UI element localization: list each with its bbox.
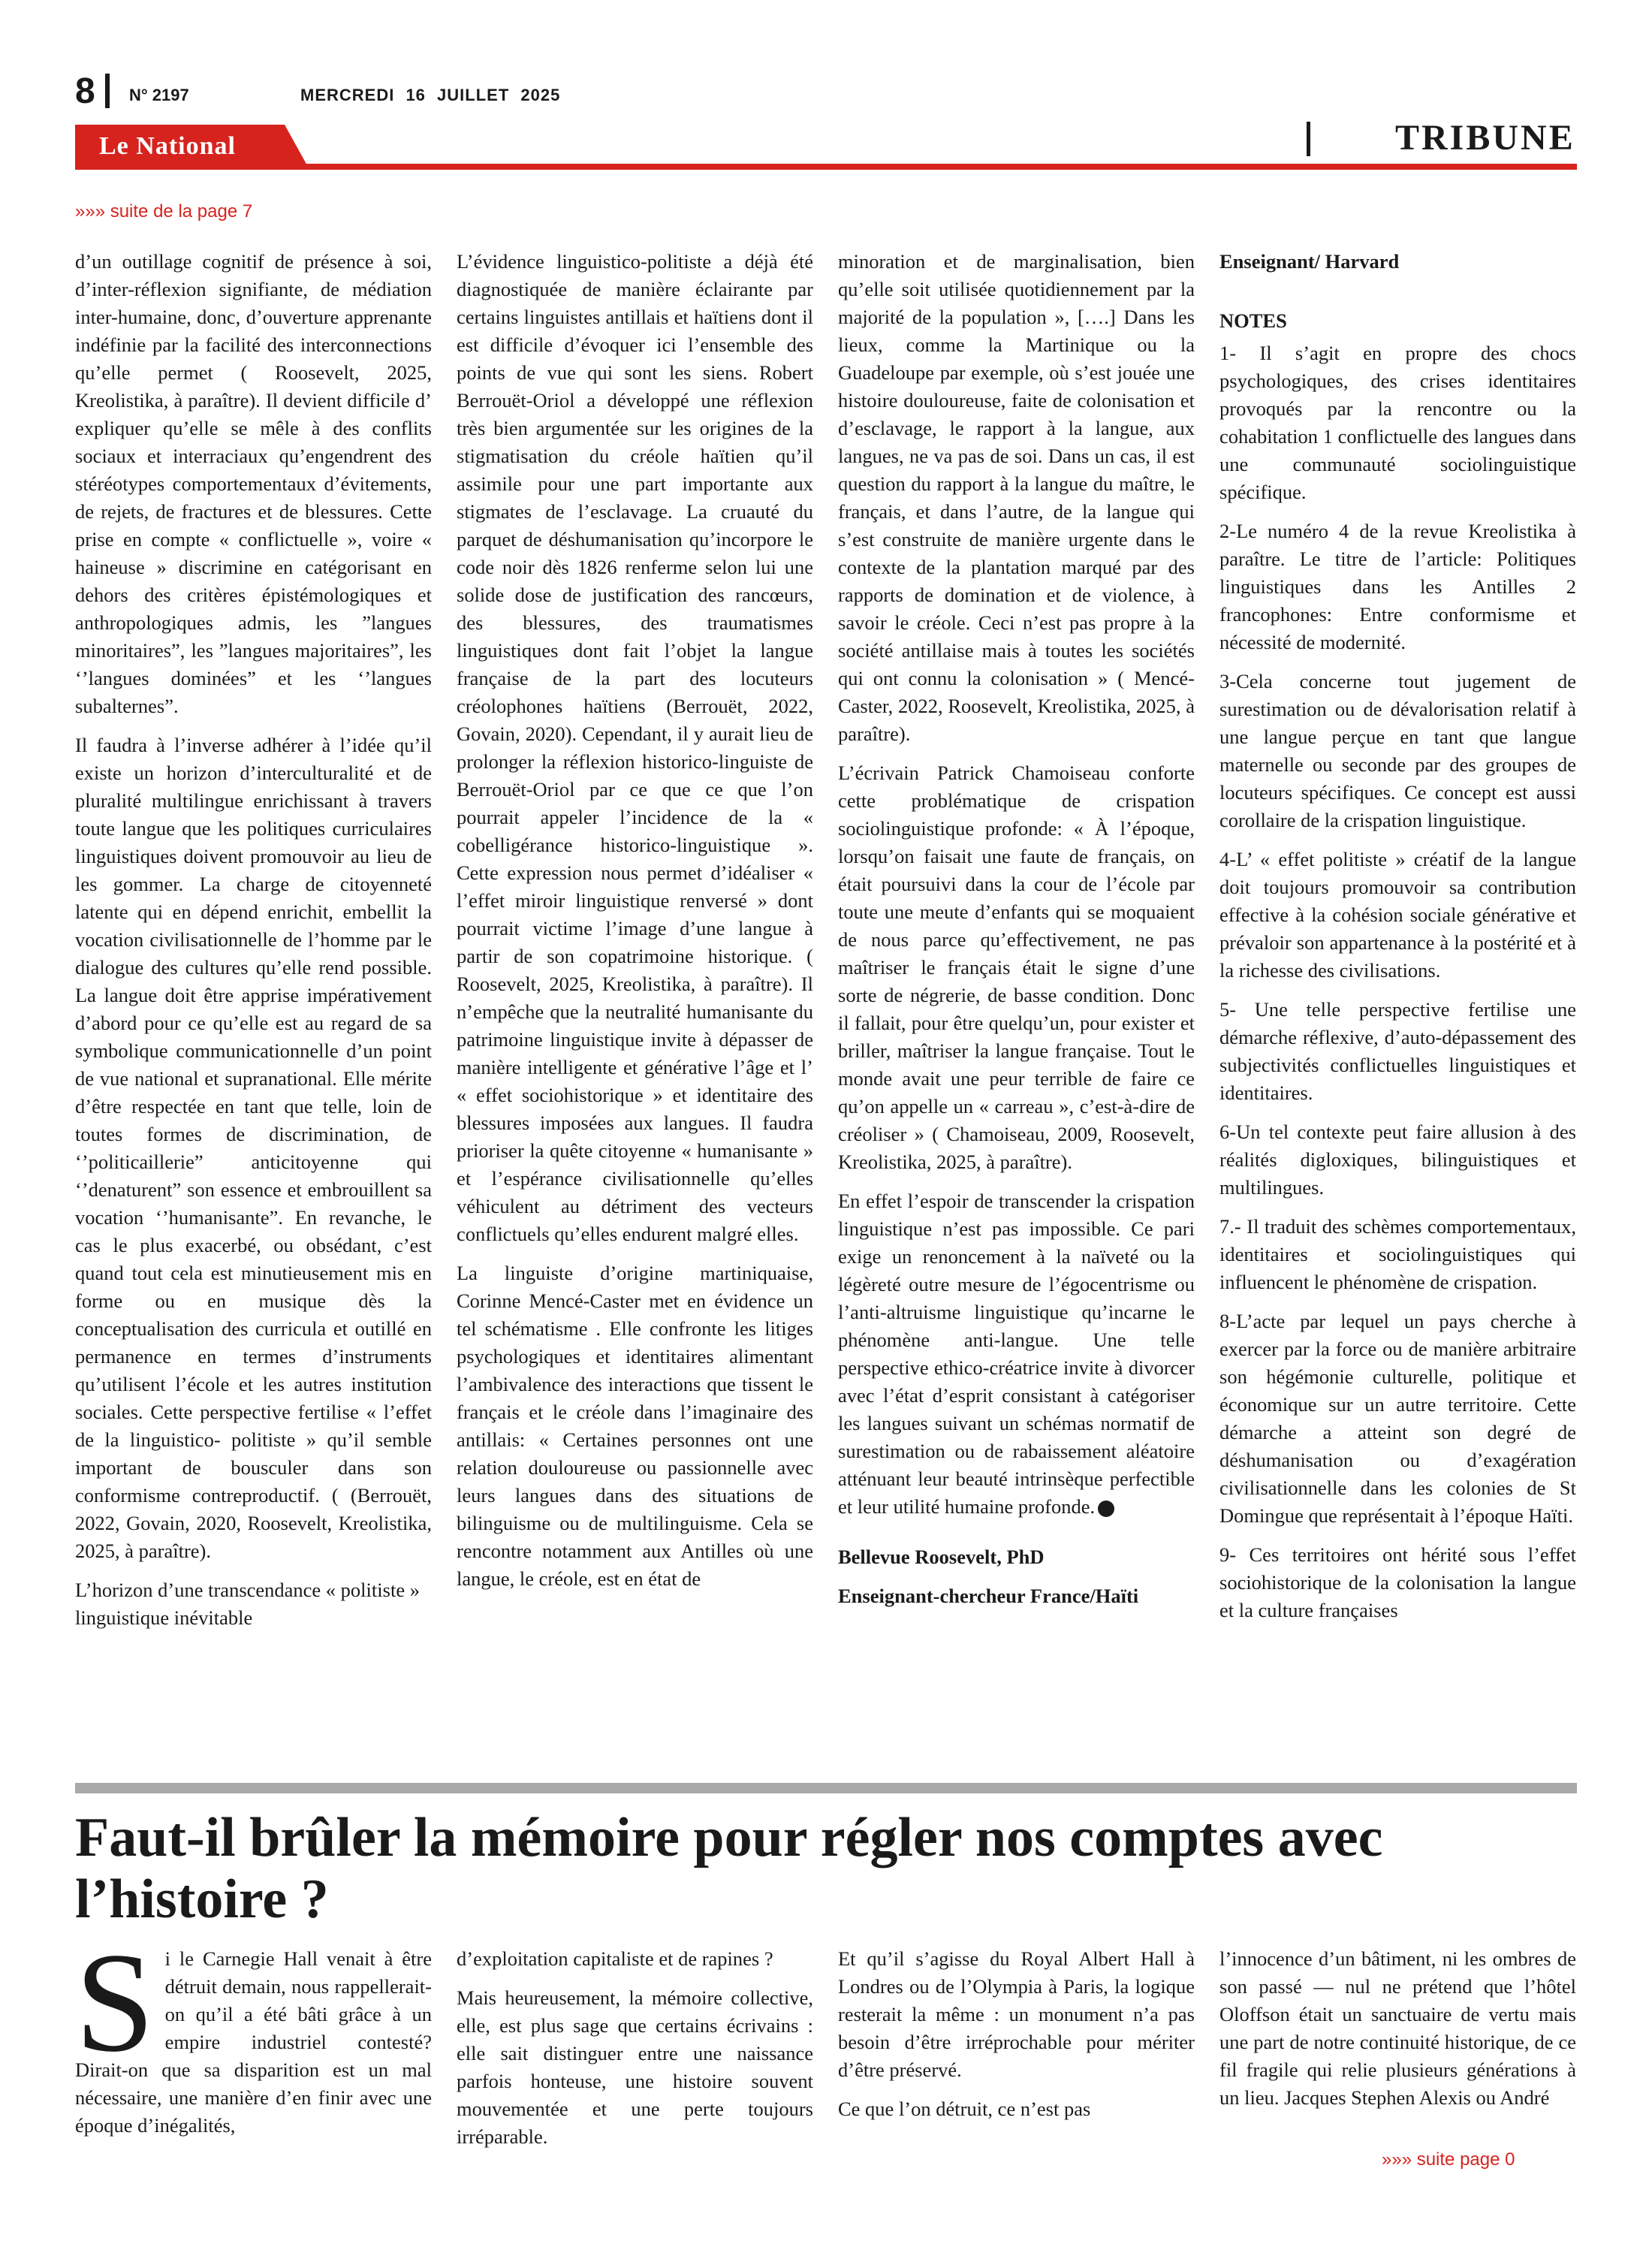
note-item: 5- Une telle perspective fertilise une démarche réflexive, d’auto-dépassement des subjectivités conflictuelles linguistiques et identitaires. [1219,998,1576,1104]
paragraph: d’un outillage cognitif de présence à soi, d’inter-réflexion signifiante, de médiation inter-humaine, donc, d’ouverture apprenante indéfinie par la facilité des interconnections qu’elle permet ( Roosevelt, 2025, Kreolistika, à paraître). Il devient difficile d’ expliquer qu’elle se mêle à des conflits sociaux et interraciaux qu’engendrent des stéréotypes comportementaux d’évitements, de rejets, de fractures et de blessures. Cette prise en compte « conflictuelle », voire « haineuse » discrimine en catégorisant en dehors des critères épistémologiques et anthropologiques admis, les ”langues minoritaires”, les ”langues majoritaires”, les ‘’langues dominées” et les ‘’langues subalternes”. [75,250,432,717]
continued-to-link[interactable]: »»» suite page 0 [1382,2149,1515,2170]
drop-cap: S [75,1924,155,2082]
paragraph [838,1187,1195,1521]
paragraph: L’écrivain Patrick Chamoiseau conforte cette problématique de crispation sociolinguistique profonde: « À l’époque, lorsqu’on faisait une faute de français, on était poursuivi dans la cour de l’école par toute une meute d’enfants qui se moquaient de nous parce qu’effectivement, ne pas maîtriser le français était le signe d’une sorte de négrerie, de basse condition. Donc il fallait, pour être quelqu’un, pour exister et briller, maîtriser la langue française. Tout le monde avait une peur terrible de faire ce qu’on appelle un « carreau », c’est-à-dire de créoliser » ( Chamoiseau, 2009, Roosevelt, Kreolistika, 2025, à paraître). [838,762,1195,1173]
paragraph: Ce que l’on détruit, ce n’est pas [838,2098,1091,2120]
section-title: TRIBUNE [1395,118,1575,158]
paragraph: Et qu’il s’agisse du Royal Albert Hall à Londres ou de l’Olympia à Paris, la logique resterait la même : un monument n’a pas besoin d’être irréprochable pour mériter d’être préservé. [838,1947,1195,2081]
note-item: 8-L’acte par lequel un pays cherche à exercer par la force ou de manière arbitraire son hégémonie culturelle, politique et économique sur un autre territoire. Cette démarche a atteint son degré de déshumanisation ou d’exagération civilisationnelle dans les colonies de St Domingue que représentait à l’époque Haïti. [1219,1310,1576,1527]
author-affiliation: Enseignant/ Harvard [1219,250,1400,273]
article2-column-1 [75,1924,432,2151]
header-divider [105,74,110,108]
article-separator [75,1783,1577,1793]
article1-column-2 [457,248,813,1604]
article2-column-3 [838,1945,1195,2134]
issue-date: MERCREDI 16 JUILLET 2025 [300,86,561,104]
page-number: 8 [75,71,95,111]
paragraph: Mais heureusement, la mémoire collective, elle, est plus sage que certains écrivains : elle sait distinguer entre une naissance parfois honteuse, une histoire souvent mouvementée et une perte toujours irréparable. [457,1986,813,2148]
paragraph: minoration et de marginalisation, bien qu’elle soit utilisée quotidiennement par la majorité de la population », [….] Dans les lieux, comme la Martinique ou la Guadeloupe par exemple, où s’est jouée une histoire douloureuse, faite de colonisation et d’esclavage, le rapport à la langue, aux langues, ne va pas de soi. Dans un cas, il est question du rapport à la langue du maître, le français, et dans l’autre, de la langue qui s’est construite de manière urgente dans le contexte de la plantation marqué par des rapports de domination et de violence, à savoir le créole. Ceci n’est pas propre à la société antillaise mais à toutes les sociétés qui ont connu la colonisation » ( Mencé-Caster, 2022, Roosevelt, Kreolistika, 2025, à paraître). [838,250,1195,745]
note-item: 1- Il s’agit en propre des chocs psychologiques, des crises identitaires provoqués par la rencontre ou la cohabitation 1 conflictuelle des langues dans une communauté sociolinguistique spécifique. [1219,342,1576,503]
note-item: 6-Un tel contexte peut faire allusion à des réalités digloxiques, bilinguistiques et multilingues. [1219,1120,1576,1199]
author-title: Enseignant-chercheur France/Haïti [838,1585,1139,1607]
note-item: 2-Le numéro 4 de la revue Kreolistika à paraître. Le titre de l’article: Politiques linguistiques dans les Antilles 2 francophones: Entre conformisme et nécessité de modernité. [1219,520,1576,653]
paragraph: l’innocence d’un bâtiment, ni les ombres de son passé — nul ne prétend que l’hôtel Oloffson était un sanctuaire de vertu mais une part de notre continuité historique, de ce fil fragile qui relie plusieurs générations à un lieu. Jacques Stephen Alexis ou André [1219,1947,1576,2109]
continued-from-link[interactable]: »»» suite de la page 7 [75,201,253,222]
paragraph: d’exploitation capitaliste et de rapines ? [457,1947,773,1970]
article1-column-3 [838,248,1195,1621]
lead-text: i le Carnegie Hall venait à être détruit demain, nous rappellerait-on qu’il a été bâti grâce à un empire industriel contesté? Dirait-on que sa disparition est un mal nécessaire, une manière d’en finir avec une époque d’inégalités, [75,1947,432,2137]
note-item: 4-L’ « effet politiste » créatif de la langue doit toujours promouvoir sa contribution effective à la cohésion sociale générative et prévaloir son appartenance à la postérité et à la richesse des civilisations. [1219,848,1576,982]
brand-name: Le National [99,132,236,160]
subheading: L’horizon d’une transcendance « politiste » linguistique inévitable [75,1579,420,1629]
paragraph [75,1924,432,2140]
header-rule [75,164,1577,170]
paragraph: La linguiste d’origine martiniquaise, Corinne Mencé-Caster met en évidence un tel schématisme . Elle confronte les litiges psychologiques et identitaires alimentant l’ambivalence des interactions que tissent le français et le créole dans l’imaginaire des antillais: « Certaines personnes ont une relation douloureuse ou passionnelle avec leurs langues dans des situations de bilinguisme ou de multilinguisme. Cela se rencontre notamment aux Antilles où une langue, le créole, est en état de [457,1262,813,1590]
paragraph: Il faudra à l’inverse adhérer à l’idée qu’il existe un horizon d’interculturalité et de pluralité multilingue enrichissant à travers toute langue que les politiques curriculaires linguistiques doivent promouvoir au lieu de les gommer. La charge de citoyenneté latente qui en dépend enrichit, embellit la vocation civilisationnelle de l’homme par le dialogue des cultures qu’elle rend possible. La langue doit être apprise impérativement d’abord pour ce qu’elle est au regard de sa symbolique communicationnelle d’un point de vue national et supranational. Elle mérite d’être respectée en tant que telle, loin de toutes formes de discrimination, de ‘’politicaillerie” anticitoyenne qui ‘’denaturent” son essence et embrouillent sa vocation ‘’humanisante”. En revanche, le cas le plus exacerbé, ou obsédant, c’est quand tout cela est minutieusement mis en forme ou en musique dès la conceptualisation des curricula et outillé en permanence en termes d’instruments qu’utilisent l’école et les autres institution sociales. Cette perspective fertilise « l’effet de la linguistico- politiste » qu’il semble important de bousculer dans son conformisme contreproductif. ( (Berrouët, 2022, Govain, 2020, Roosevelt, Kreolistika, 2025, à paraître). [75,734,432,1562]
notes-heading: NOTES [1219,309,1287,332]
article2-headline: Faut-il brûler la mémoire pour régler nos comptes avec l’histoire ? [75,1807,1383,1930]
section-divider [1307,122,1310,156]
end-of-article-icon [1098,1500,1114,1517]
article1-column-4 [1219,248,1576,1636]
author-name: Bellevue Roosevelt, PhD [838,1546,1045,1568]
note-item: 3-Cela concerne tout jugement de surestimation ou de dévalorisation relatif à une langue perçue en tant que langue maternelle ou seconde par des groupes de locuteurs spécifiques. Ce concept est aussi corollaire de la crispation linguistique. [1219,670,1576,831]
closing-paragraph-text: En effet l’espoir de transcender la crispation linguistique n’est pas impossible. Ce pari exige un renoncement à la naïveté ou la légèreté outre mesure de l’égocentrisme ou l’anti-altruisme linguistique qu’incarne le phénomène anti-langue. Une telle perspective ethico-créatrice invite à divorcer avec l’état d’esprit consistant à catégoriser les langues suivant un schémas normatif de surestimation ou de rabaissement aléatoire atténuant leur beauté intrinsèque perfectible et leur utilité humaine profonde. [838,1190,1195,1518]
article1-column-1 [75,248,432,1643]
article2-column-2 [457,1945,813,2162]
note-item: 7.- Il traduit des schèmes comportementaux, identitaires et sociolinguistiques qui influencent le phénomène de crispation. [1219,1215,1576,1293]
issue-number: N° 2197 [129,86,189,104]
note-item: 9- Ces territoires ont hérité sous l’effet sociohistorique de la colonisation la langue et la culture françaises [1219,1543,1576,1621]
article2-column-4 [1219,1945,1576,2112]
paragraph: L’évidence linguistico-politiste a déjà été diagnostiquée de manière éclairante par certains linguistes antillais et haïtiens dont il est difficile d’évoquer ici l’ensemble des points de vue qui sont les siens. Robert Berrouët-Oriol a développé une réflexion très bien argumentée sur les origines de la stigmatisation du créole haïtien qu’il assimile pour une part importante aux stigmates de l’esclavage. La cruauté du parquet de déshumanisation qu’incorpore le code noir dès 1826 renferme selon lui une solide dose de justification des rancœurs, des blessures, des traumatismes linguistiques dont fait l’objet la langue française de la part des locuteurs créolophones haïtiens (Berrouët, 2022, Govain, 2020). Cependant, il y aurait lieu de prolonger la réflexion historico-linguiste de Berrouët-Oriol par ce que ce que l’on pourrait appeler l’incidence de la « cobelligérance historico-linguistique ». Cette expression nous permet d’idéaliser « l’effet miroir linguistique renversé » dont pourrait victime l’image d’une langue à partir de son copatrimoine historique. ( Roosevelt, 2025, Kreolistika, à paraître). Il n’empêche que la neutralité humanisante du patrimoine linguistique invite à dépasser de manière intelligente et générative l’âge et l’ « effet sociohistorique » et identitaire des blessures imposées aux langues. Il faudra prioriser la quête citoyenne « humanisante » et l’espérance civilisationnelle qu’elles véhiculent au détriment des vecteurs conflictuels qu’elles endurent malgré elles. [457,250,813,1245]
